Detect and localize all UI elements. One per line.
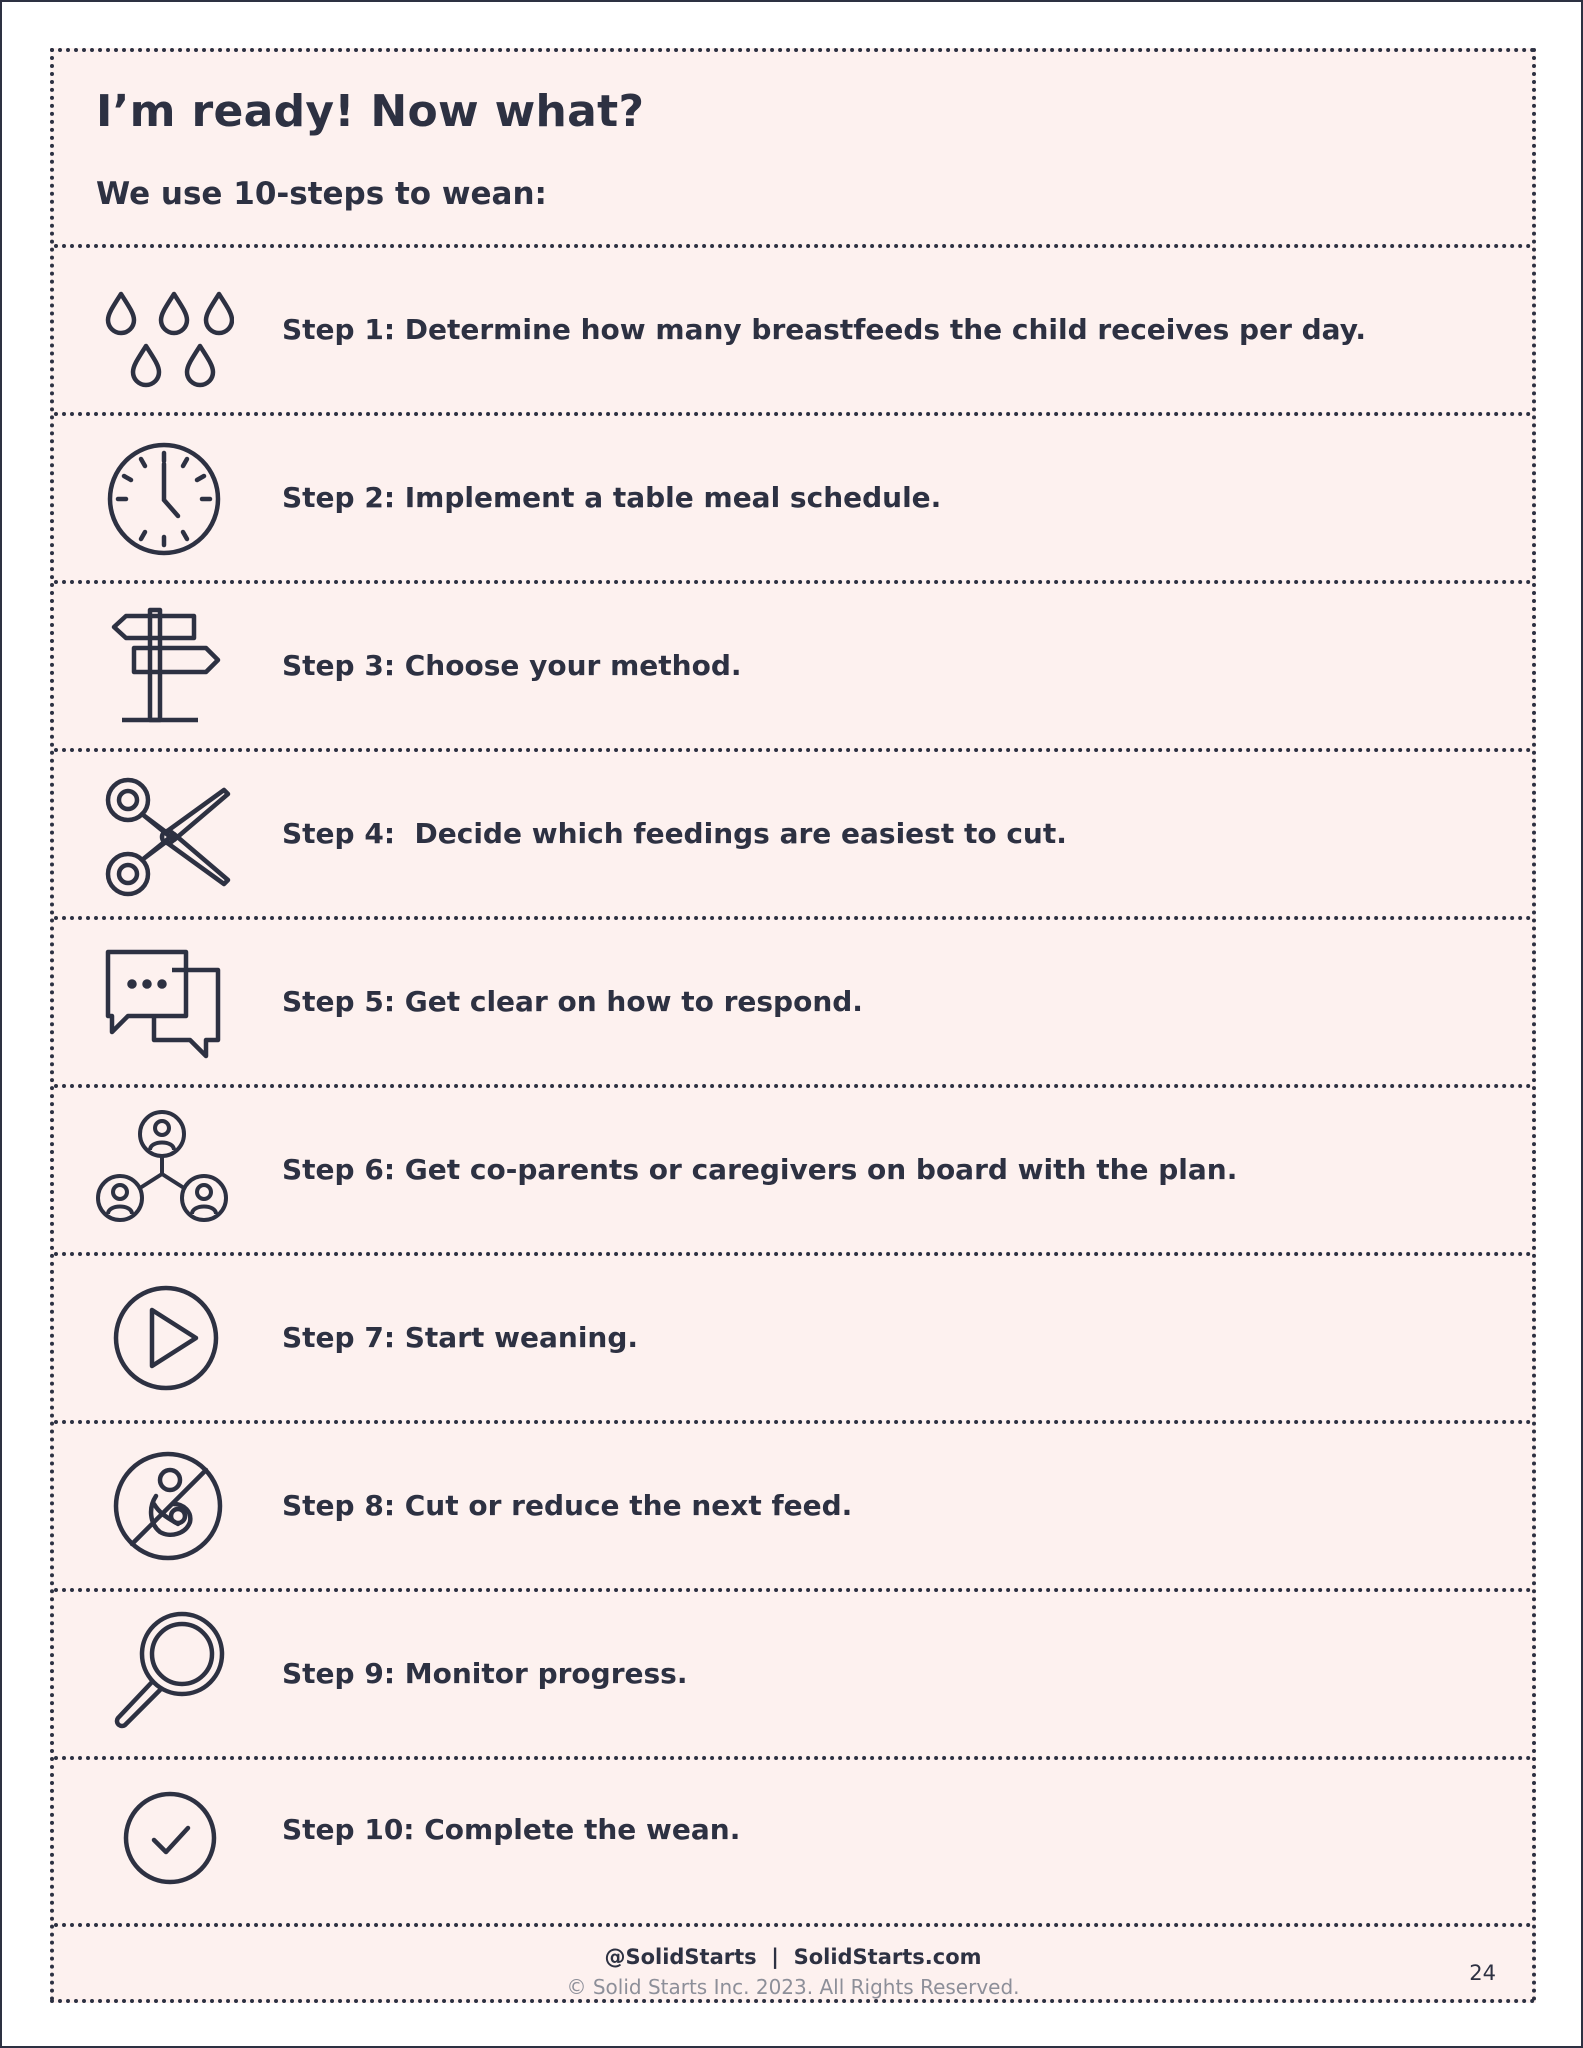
page xyxy=(2,2,1581,2046)
step-row-4 xyxy=(54,752,1532,920)
no-breastfeeding-icon xyxy=(94,1444,234,1574)
footer xyxy=(54,1927,1532,2003)
worksheet xyxy=(50,48,1536,2003)
step-row-10 xyxy=(54,1760,1532,1927)
step-label-4: Step 4: Decide which feedings are easiest to cut. xyxy=(282,817,1067,850)
signpost-icon xyxy=(94,604,234,734)
step-row-5 xyxy=(54,920,1532,1088)
people-network-icon xyxy=(94,1108,234,1238)
step-label-9: Step 9: Monitor progress. xyxy=(282,1657,688,1690)
page-number: 24 xyxy=(1469,1961,1496,1985)
step-row-2 xyxy=(54,416,1532,584)
step-row-3 xyxy=(54,584,1532,752)
step-row-8 xyxy=(54,1424,1532,1592)
step-label-3: Step 3: Choose your method. xyxy=(282,649,742,682)
header xyxy=(54,52,1532,248)
step-label-2: Step 2: Implement a table meal schedule. xyxy=(282,481,942,514)
step-label-10: Step 10: Complete the wean. xyxy=(282,1813,741,1846)
play-icon xyxy=(94,1276,234,1406)
step-label-8: Step 8: Cut or reduce the next feed. xyxy=(282,1489,853,1522)
page-title: I’m ready! Now what? xyxy=(96,86,645,137)
page-subtitle: We use 10-steps to wean: xyxy=(96,176,547,212)
chat-bubbles-icon xyxy=(94,940,234,1070)
step-label-6: Step 6: Get co-parents or caregivers on board with the plan. xyxy=(282,1153,1238,1186)
step-row-1 xyxy=(54,248,1532,416)
clock-icon xyxy=(94,434,234,564)
check-circle-icon xyxy=(94,1780,234,1910)
scissors-icon xyxy=(94,772,234,902)
step-label-5: Step 5: Get clear on how to respond. xyxy=(282,985,863,1018)
step-label-7: Step 7: Start weaning. xyxy=(282,1321,639,1354)
footer-social: @SolidStarts | SolidStarts.com xyxy=(604,1945,982,1969)
step-label-1: Step 1: Determine how many breastfeeds the child receives per day. xyxy=(282,313,1367,346)
magnifying-glass-icon xyxy=(94,1608,234,1738)
footer-copyright: © Solid Starts Inc. 2023. All Rights Reserved. xyxy=(566,1975,1020,1999)
step-row-6 xyxy=(54,1088,1532,1256)
step-row-9 xyxy=(54,1592,1532,1760)
water-drops-icon xyxy=(94,266,234,396)
step-row-7 xyxy=(54,1256,1532,1424)
